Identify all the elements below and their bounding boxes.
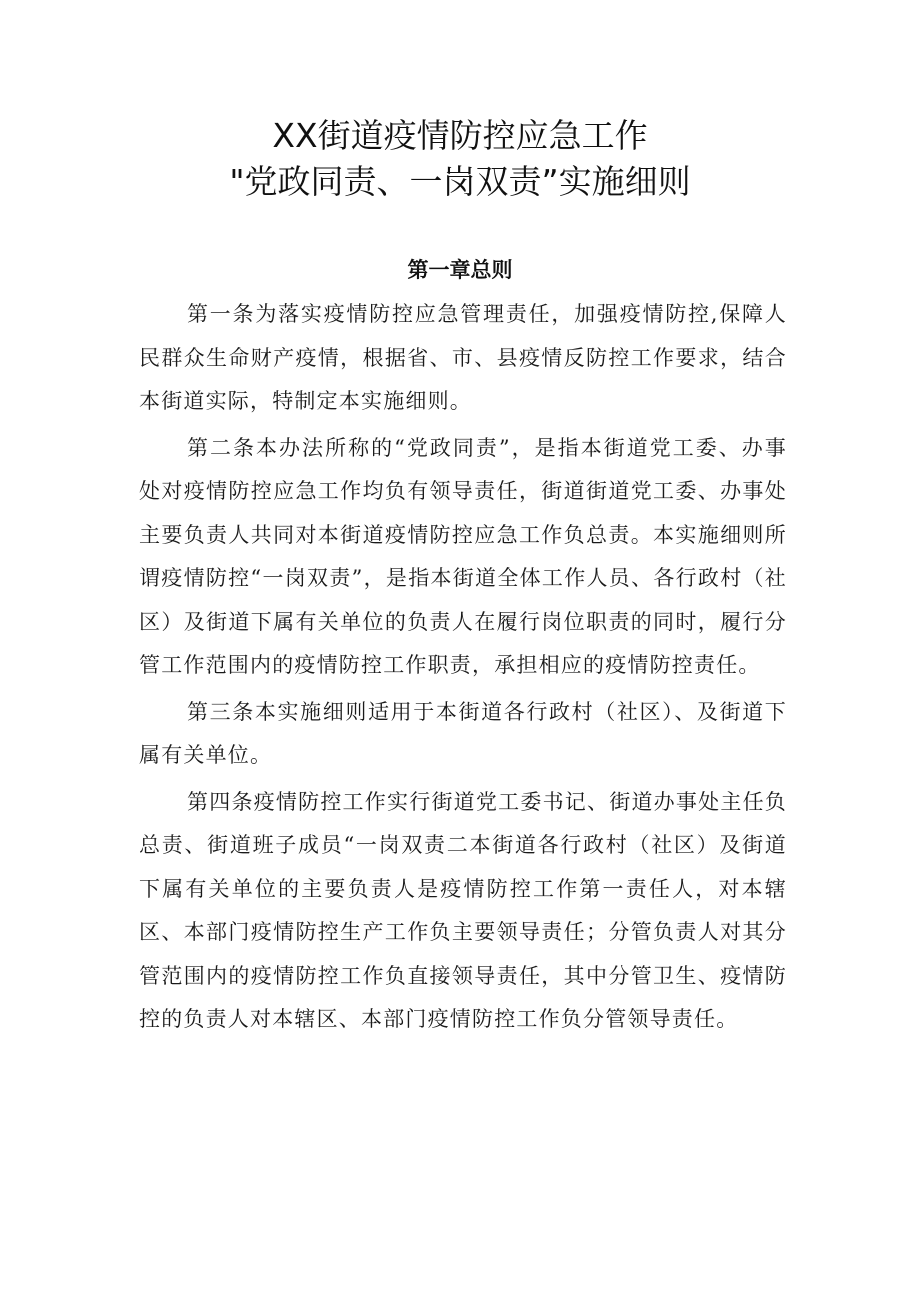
article-4-paragraph: 第四条疫情防控工作实行街道党工委书记、街道办事处主任负总责、街道班子成员“一岗双责二本街道各行政村（社区）及街道下属有关单位的主要负责人是疫情防控工作第一责任人，对本辖区、本部门疫情防控生产工作负主要领导责任；分管负责人对其分管范围内的疫情防控工作负直接领导责任，其中分管卫生、疫情防控的负责人对本辖区、本部门疫情防控工作负分管领导责任。 bbox=[139, 789, 787, 1031]
article-2-paragraph: 第二条本办法所称的“党政同责”，是指本街道党工委、办事处对疫情防控应急工作均负有领导责任，街道街道党工委、办事处主要负责人共同对本街道疫情防控应急工作负总责。本实施细则所谓疫情防控“一岗双责”，是指本街道全体工作人员、各行政村（社区）及街道下属有关单位的负责人在履行岗位职责的同时，履行分管工作范围内的疫情防控工作职责，承担相应的疫情防控责任。 bbox=[139, 435, 787, 677]
chapter-heading: 第一章总则 bbox=[407, 258, 513, 282]
article-1-paragraph: 第一条为落实疫情防控应急管理责任，加强疫情防控,保障人民群众生命财产疫情，根据省、市、县疫情反防控工作要求，结合本街道实际，特制定本实施细则。 bbox=[139, 302, 787, 413]
document-title-line-2: "党政同责、一岗双责”实施细则 bbox=[229, 162, 691, 201]
document-body bbox=[139, 293, 787, 1045]
article-3-paragraph: 第三条本实施细则适用于本街道各行政村（社区）、及街道下属有关单位。 bbox=[139, 699, 787, 767]
document-title-line-1: XX街道疫情防控应急工作 bbox=[272, 116, 648, 155]
